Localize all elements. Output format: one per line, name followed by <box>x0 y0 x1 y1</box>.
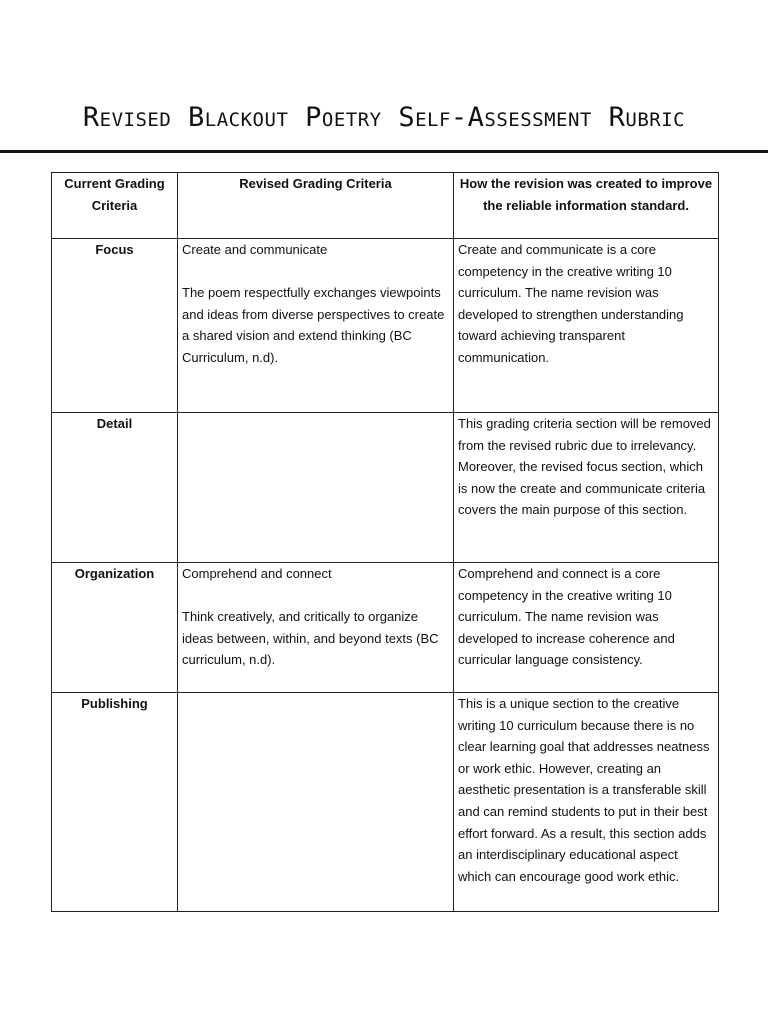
revised-detail: The poem respectfully exchanges viewpoints and ideas from diverse perspectives to create a shared vision and extend thinking (BC Curriculum, n.d). <box>182 285 445 365</box>
header-revised-criteria: Revised Grading Criteria <box>178 173 454 239</box>
rationale-extra-text: Moreover, the revised focus section, which is now the create and communicate criteria covers the main purpose of this section. <box>458 459 706 518</box>
rationale-text: This is a unique section to the creative writing 10 curriculum because there is no clear learning goal that addresses neatness or work ethic. However, creating an aesthetic presentation is a transferable skill and can remind students to put in their best effort forward. As a result, this section adds an interdisciplinary educational aspect which can encourage good work ethic. <box>458 696 710 884</box>
rationale-text: Create and communicate is a core competency in the creative writing 10 curriculum. The name revision was developed to strengthen understanding toward achieving transparent communication. <box>458 242 684 365</box>
table-row <box>52 413 719 563</box>
rationale-cell <box>454 239 719 413</box>
table-row <box>52 239 719 413</box>
rationale-text: Comprehend and connect is a core competency in the creative writing 10 curriculum. The name revision was developed to increase coherence and curricular language consistency. <box>458 566 675 668</box>
rationale-cell <box>454 693 719 912</box>
rationale-cell <box>454 563 719 693</box>
revised-title: Create and communicate <box>182 242 328 257</box>
revised-cell <box>178 413 454 563</box>
header-revision-rationale: How the revision was created to improve the reliable information standard. <box>454 173 719 239</box>
revised-cell <box>178 693 454 912</box>
criteria-cell: Detail <box>52 413 178 563</box>
rationale-cell <box>454 413 719 563</box>
revised-cell <box>178 239 454 413</box>
rubric-table <box>51 172 719 912</box>
header-current-criteria: Current Grading Criteria <box>52 173 178 239</box>
revised-cell <box>178 563 454 693</box>
revised-detail: Think creatively, and critically to organize ideas between, within, and beyond texts (BC curriculum, n.d). <box>182 609 439 668</box>
title-divider <box>0 150 768 153</box>
revised-title: Comprehend and connect <box>182 566 332 581</box>
rationale-text: This grading criteria section will be removed from the revised rubric due to irrelevancy. <box>458 416 711 453</box>
table-row <box>52 563 719 693</box>
criteria-cell: Publishing <box>52 693 178 912</box>
page-title: Revised Blackout Poetry Self-Assessment Rubric <box>82 102 686 133</box>
criteria-cell: Organization <box>52 563 178 693</box>
table-row <box>52 693 719 912</box>
criteria-cell: Focus <box>52 239 178 413</box>
table-header-row <box>52 173 719 239</box>
